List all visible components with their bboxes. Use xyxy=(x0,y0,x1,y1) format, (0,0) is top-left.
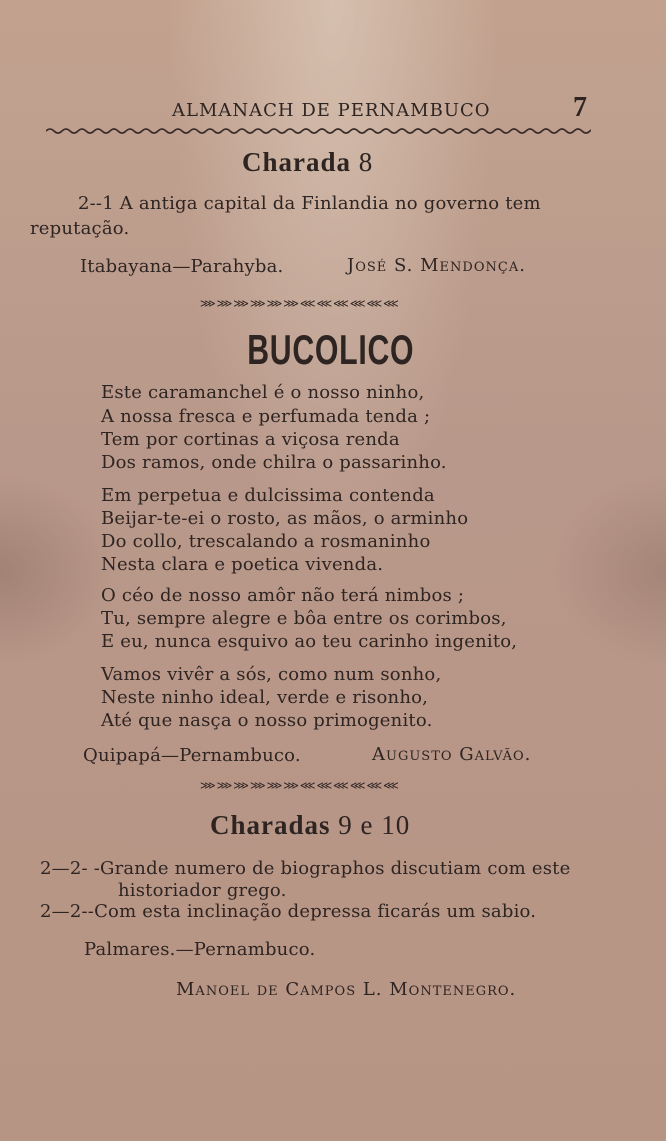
poem-author: Augusto Galvão. xyxy=(372,744,532,765)
poem-line: Em perpetua e dulcissima contenda xyxy=(101,485,435,506)
charada-8-place: Itabayana—Parahyba. xyxy=(80,256,284,277)
ornament-divider-2: ⋙⋙⋙⋙⋙⋙⋘⋘⋘⋘⋘⋘ xyxy=(200,779,400,792)
poem-line: Tem por cortinas a viçosa renda xyxy=(101,429,400,450)
charada-8-heading-word: Charada xyxy=(242,147,352,177)
charada-8-author: José S. Mendonça. xyxy=(347,255,526,276)
poem-line: Tu, sempre alegre e bôa entre os corimbos, xyxy=(101,608,507,629)
poem-line: O céo de nosso amôr não terá nimbos ; xyxy=(101,585,465,606)
poem-line: Até que nasça o nosso primogenito. xyxy=(101,710,433,731)
charada-8-heading xyxy=(242,147,373,178)
poem-place: Quipapá—Pernambuco. xyxy=(83,745,301,766)
poem-line: Nesta clara e poetica vivenda. xyxy=(101,554,384,575)
charada-10-clue: 2—2--Com esta inclinação depressa ficarás um sabio. xyxy=(40,901,537,922)
poem-line: Do collo, trescalando a rosmaninho xyxy=(101,531,431,552)
poem-line: E eu, nunca esquivo ao teu carinho ingenito, xyxy=(101,631,518,652)
poem-line: Beijar-te-ei o rosto, as mãos, o arminho xyxy=(101,508,469,529)
charada-8-heading-number: 8 xyxy=(358,147,374,177)
charadas-heading-numbers: 9 e 10 xyxy=(338,810,411,840)
poem-line: A nossa fresca e perfumada tenda ; xyxy=(101,406,431,427)
header-wavy-rule xyxy=(46,127,591,135)
charadas-heading-word: Charadas xyxy=(210,810,331,840)
poem-line: Neste ninho ideal, verde e risonho, xyxy=(101,687,429,708)
charada-9-clue-line-1: 2—2- -Grande numero de biographos discutiam com este xyxy=(40,858,571,879)
poem-line: Vamos vivêr a sós, como num sonho, xyxy=(101,664,442,685)
charadas-place: Palmares.—Pernambuco. xyxy=(84,939,316,960)
page-number: 7 xyxy=(573,92,587,123)
charada-8-clue-line-1: 2--1 A antiga capital da Finlandia no governo tem xyxy=(78,193,541,214)
poem-line: Dos ramos, onde chilra o passarinho. xyxy=(101,452,447,473)
charadas-9-10-heading xyxy=(210,810,410,841)
poem-line: Este caramanchel é o nosso ninho, xyxy=(101,382,425,403)
ornament-divider-1: ⋙⋙⋙⋙⋙⋙⋘⋘⋘⋘⋘⋘ xyxy=(200,297,400,310)
poem-title: BUCOLICO xyxy=(247,326,415,373)
running-header-title: ALMANACH DE PERNAMBUCO xyxy=(172,100,491,121)
charada-9-clue-line-2: historiador grego. xyxy=(118,880,287,901)
charadas-author: Manoel de Campos L. Montenegro. xyxy=(176,979,517,1000)
charada-8-clue-line-2: reputação. xyxy=(30,218,130,239)
